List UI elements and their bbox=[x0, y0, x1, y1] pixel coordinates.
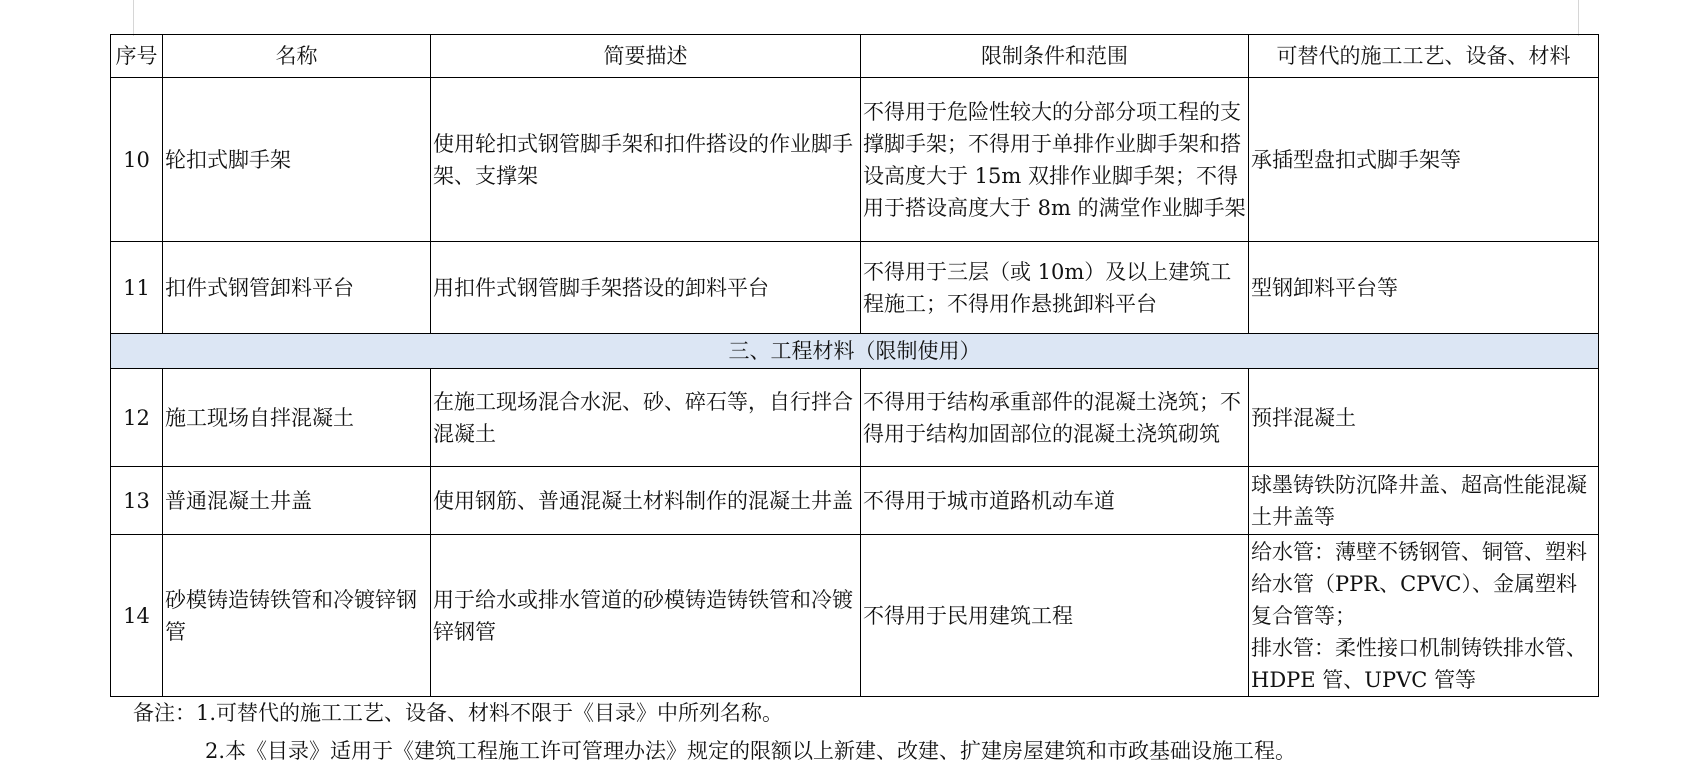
table-row bbox=[111, 369, 1599, 467]
page-margin-guide-left bbox=[133, 0, 134, 36]
row-number: 14 bbox=[111, 535, 163, 697]
row-description: 在施工现场混合水泥、砂、碎石等，自行拌合混凝土 bbox=[431, 369, 861, 467]
row-name: 普通混凝土井盖 bbox=[163, 467, 431, 535]
remark-note-1: 备注：1.可替代的施工工艺、设备、材料不限于《目录》中所列名称。 bbox=[133, 701, 784, 725]
table-row bbox=[111, 535, 1599, 697]
row-restriction: 不得用于民用建筑工程 bbox=[861, 535, 1249, 697]
table-row bbox=[111, 467, 1599, 535]
row-alternative: 型钢卸料平台等 bbox=[1249, 242, 1599, 334]
section-title: 三、工程材料（限制使用） bbox=[111, 334, 1599, 369]
alternative-drainage-pipes: 排水管：柔性接口机制铸铁排水管、HDPE 管、UPVC 管等 bbox=[1251, 635, 1587, 692]
table-row bbox=[111, 242, 1599, 334]
row-restriction: 不得用于危险性较大的分部分项工程的支撑脚手架；不得用于单排作业脚手架和搭设高度大于 15m 双排作业脚手架；不得用于搭设高度大于 8m 的满堂作业脚手架 bbox=[861, 78, 1249, 242]
table-header-row bbox=[111, 35, 1599, 78]
row-name: 轮扣式脚手架 bbox=[163, 78, 431, 242]
row-number: 13 bbox=[111, 467, 163, 535]
header-name: 名称 bbox=[163, 35, 431, 78]
row-name: 扣件式钢管卸料平台 bbox=[163, 242, 431, 334]
header-restrictions-and-scope: 限制条件和范围 bbox=[861, 35, 1249, 78]
row-alternative: 球墨铸铁防沉降井盖、超高性能混凝土井盖等 bbox=[1249, 467, 1599, 535]
row-number: 10 bbox=[111, 78, 163, 242]
row-alternative bbox=[1249, 535, 1599, 697]
row-alternative: 预拌混凝土 bbox=[1249, 369, 1599, 467]
table-row bbox=[111, 78, 1599, 242]
header-serial-number: 序号 bbox=[111, 35, 163, 78]
header-alternatives: 可替代的施工工艺、设备、材料 bbox=[1249, 35, 1599, 78]
row-restriction: 不得用于三层（或 10m）及以上建筑工程施工；不得用作悬挑卸料平台 bbox=[861, 242, 1249, 334]
restricted-items-table bbox=[110, 34, 1599, 697]
row-description: 用于给水或排水管道的砂模铸造铸铁管和冷镀锌钢管 bbox=[431, 535, 861, 697]
row-description: 用扣件式钢管脚手架搭设的卸料平台 bbox=[431, 242, 861, 334]
row-restriction: 不得用于城市道路机动车道 bbox=[861, 467, 1249, 535]
remarks-block bbox=[133, 694, 1296, 770]
row-description: 使用轮扣式钢管脚手架和扣件搭设的作业脚手架、支撑架 bbox=[431, 78, 861, 242]
section-heading-row bbox=[111, 334, 1599, 369]
row-name: 砂模铸造铸铁管和冷镀锌钢管 bbox=[163, 535, 431, 697]
page-margin-guide-right bbox=[1578, 0, 1579, 36]
alternative-water-supply-pipes: 给水管：薄壁不锈钢管、铜管、塑料给水管（PPR、CPVC）、金属塑料复合管等； bbox=[1251, 539, 1587, 628]
row-number: 12 bbox=[111, 369, 163, 467]
row-number: 11 bbox=[111, 242, 163, 334]
row-restriction: 不得用于结构承重部件的混凝土浇筑；不得用于结构加固部位的混凝土浇筑砌筑 bbox=[861, 369, 1249, 467]
row-alternative: 承插型盘扣式脚手架等 bbox=[1249, 78, 1599, 242]
header-brief-description: 简要描述 bbox=[431, 35, 861, 78]
remark-note-2: 2.本《目录》适用于《建筑工程施工许可管理办法》规定的限额以上新建、改建、扩建房屋建筑和市政基础设施工程。 bbox=[205, 739, 1297, 763]
row-description: 使用钢筋、普通混凝土材料制作的混凝土井盖 bbox=[431, 467, 861, 535]
row-name: 施工现场自拌混凝土 bbox=[163, 369, 431, 467]
